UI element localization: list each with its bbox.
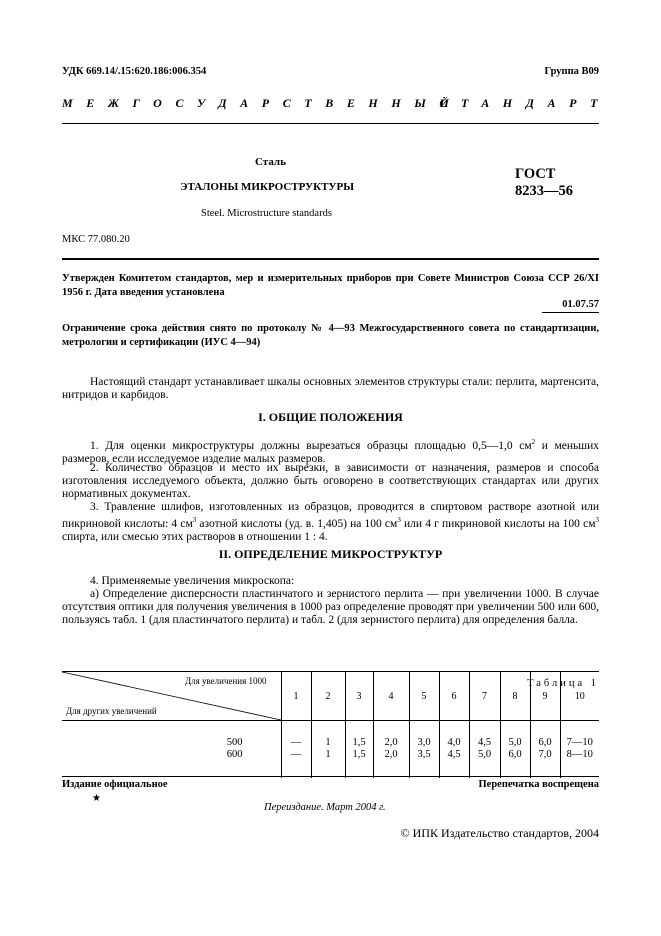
gost-designation — [515, 166, 595, 200]
diag-top-label: Для увеличения 1000 — [184, 676, 267, 686]
cell-value: 7—10 — [566, 737, 593, 749]
cell-value: — — [290, 749, 302, 761]
col-header: 9 — [530, 672, 560, 721]
cell-value: 6,0 — [538, 737, 552, 749]
udk-code: УДК 669.14/.15:620.186:006.354 — [62, 66, 207, 77]
p3-sup-2: 3 — [397, 516, 401, 524]
paragraph-4a: а) Определение дисперсности пластинчатого и зернистого перлита — при увеличении 1000. В случае отсутствия оптики для получения увеличения в 1000 раз определение проводят при увеличении 500 или 600, пользуясь табл. 1 (для пластинчатого перлита) и табл. 2 (для зернистого перлита) для определения балла. — [62, 588, 599, 626]
value-cell — [281, 721, 311, 778]
mks-code: МКС 77.080.20 — [62, 234, 130, 245]
paragraph-2: 2. Количество образцов и место их вырезки, в зависимости от назначения, размеров и способа изготовления исследуемого объекта, должно быть оговорено в соответствующих стандартах или других нормативных документах. — [62, 462, 599, 500]
group-code: Группа В09 — [544, 66, 599, 77]
date-underline — [542, 312, 599, 313]
cell-value: 4,5 — [477, 737, 492, 749]
p3-text-c: или 4 г пикриновой кислоты на 100 см — [400, 517, 596, 530]
table-data-row — [62, 721, 599, 778]
p1-text-a: 1. Для оценки микроструктуры должны вырезаться образцы площадью 0,5—1,0 см — [90, 439, 532, 452]
p3-text-a: 3. Травление шлифов, изготовленных из образцов, проводится в спиртовом растворе азотной или пикриновой кислоты: 4 см — [62, 501, 599, 530]
paragraph-4: 4. Применяемые увеличения микроскопа: — [90, 575, 295, 587]
col-header: 1 — [281, 672, 311, 721]
reissue-note: Переиздание. Март 2004 г. — [264, 802, 386, 813]
cell-value: 5,0 — [508, 737, 522, 749]
cell-value: 3,5 — [417, 749, 431, 761]
p1-text-b: и меньших размеров, если исследуемое изделие малых размеров. — [62, 439, 599, 465]
value-cell — [500, 721, 530, 778]
cell-value: 2,0 — [384, 737, 398, 749]
col-header: 3 — [345, 672, 373, 721]
copyright: © ИПК Издательство стандартов, 2004 — [400, 826, 599, 840]
cell-value: 1,5 — [352, 737, 366, 749]
top-rule — [62, 123, 599, 124]
value-cell — [469, 721, 500, 778]
value-cell — [345, 721, 373, 778]
cell-value: 1 — [325, 737, 331, 749]
banner-standard: СТАНДАРТ — [439, 96, 611, 110]
banner-interstate: МЕЖГОСУДАРСТВЕННЫЙ — [62, 96, 463, 110]
col-header: 7 — [469, 672, 500, 721]
col-header: 4 — [373, 672, 409, 721]
gost-number: 8233—56 — [515, 183, 573, 199]
cell-value: 4,5 — [447, 749, 461, 761]
table-header-row — [62, 672, 599, 721]
section-2-heading: II. ОПРЕДЕЛЕНИЕ МИКРОСТРУКТУР — [218, 547, 443, 561]
star-icon: ★ — [92, 793, 101, 804]
doc-title: ЭТАЛОНЫ МИКРОСТРУКТУРЫ — [180, 181, 355, 193]
col-header: 2 — [311, 672, 345, 721]
english-title: Steel. Microstructure standards — [201, 208, 332, 219]
header-rule — [62, 258, 599, 260]
col-header: 5 — [409, 672, 439, 721]
magnification-cell — [62, 721, 281, 778]
doc-subject: Сталь — [255, 156, 286, 168]
value-cell — [311, 721, 345, 778]
table-bottom-rule — [62, 776, 599, 777]
table-diagonal-header — [62, 672, 281, 721]
paragraph-3 — [62, 501, 599, 544]
col-header: 8 — [500, 672, 530, 721]
mag-value: 500 — [226, 737, 243, 749]
cell-value: 5,0 — [477, 749, 492, 761]
mag-value: 600 — [226, 749, 243, 761]
value-cell — [560, 721, 599, 778]
approval-text: Утвержден Комитетом стандартов, мер и измерительных приборов при Совете Министров Союза ССР 26/XI 1956 г. Дата введения установлена — [62, 273, 599, 298]
cell-value: 8—10 — [566, 749, 593, 761]
official-edition: Издание официальное — [62, 779, 168, 790]
p3-text-b: азотной кислоты (уд. в. 1,405) на 100 см — [196, 517, 398, 530]
diag-bottom-label: Для других увеличений — [66, 706, 157, 716]
cell-value: 6,0 — [508, 749, 522, 761]
cell-value: 1,5 — [352, 749, 366, 761]
section-1-heading: I. ОБЩИЕ ПОЛОЖЕНИЯ — [258, 410, 403, 424]
p3-sup-1: 3 — [192, 516, 197, 524]
cell-value: — — [290, 737, 302, 749]
value-cell — [530, 721, 560, 778]
introduction-date: 01.07.57 — [562, 299, 599, 310]
cell-value: 2,0 — [384, 749, 398, 761]
cell-value: 1 — [325, 749, 331, 761]
cell-value: 4,0 — [447, 737, 461, 749]
intro-paragraph: Настоящий стандарт устанавливает шкалы основных элементов структуры стали: перлита, мартенсита, нитридов и карбидов. — [62, 376, 599, 401]
gost-label: ГОСТ — [515, 166, 556, 182]
p3-sup-3: 3 — [595, 516, 599, 524]
table-1 — [62, 671, 599, 778]
table-label: Таблица 1 — [527, 678, 599, 689]
p3-text-d: спирта, или смесью этих растворов в отношении 1 : 4. — [62, 530, 328, 543]
cell-value: 7,0 — [538, 749, 552, 761]
reprint-prohibited: Перепечатка воспрещена — [478, 779, 599, 790]
value-cell — [373, 721, 409, 778]
limitation-text: Ограничение срока действия снято по протоколу № 4—93 Межгосударственного совета по стандартизации, метрологии и сертификации (ИУС 4—94) — [62, 323, 599, 348]
col-header: 10 — [560, 672, 599, 721]
value-cell — [439, 721, 469, 778]
value-cell — [409, 721, 439, 778]
col-header: 6 — [439, 672, 469, 721]
cell-value: 3,0 — [417, 737, 431, 749]
p1-sup: 2 — [531, 438, 536, 446]
